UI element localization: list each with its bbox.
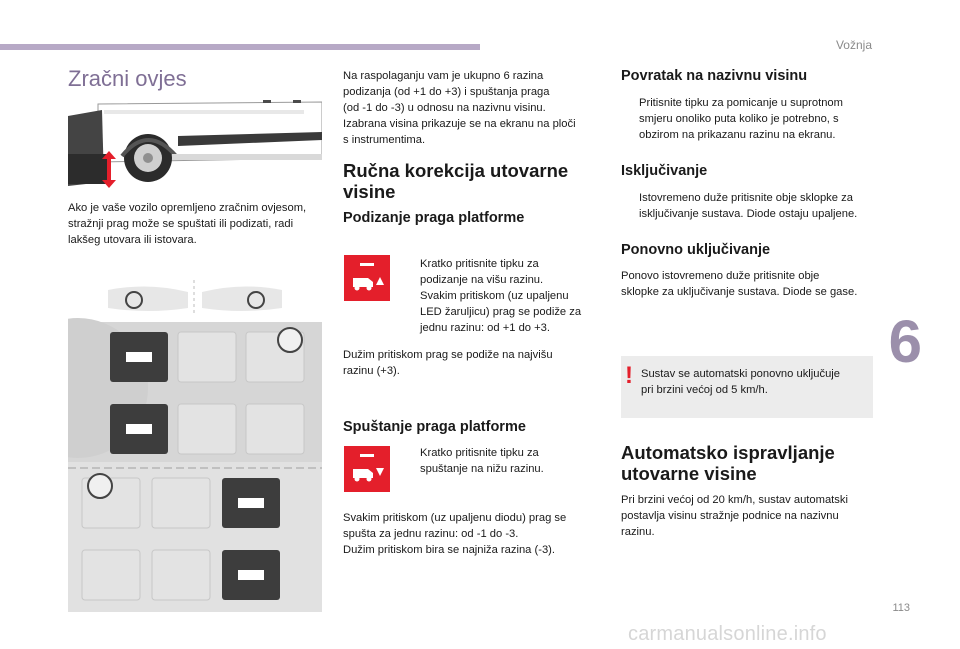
on-heading: Ponovno uključivanje: [621, 242, 771, 258]
van-rear-illustration: [68, 96, 322, 191]
lower-button-icon: [344, 446, 390, 492]
auto-correction-heading: Automatsko ispravljanje utovarne visine: [621, 442, 835, 484]
lower-bullet: Kratko pritisnite tipku za spuštanje na nižu razinu.: [420, 447, 544, 475]
raise-heading: Podizanje praga platforme: [343, 210, 525, 226]
dashboard-switches-illustration: [68, 278, 322, 612]
on-text: Ponovo istovremeno duže pritisnite obje sklopke za uključivanje sustava. Diode se gase.: [621, 270, 858, 298]
lower-heading: Spuštanje praga platforme: [343, 419, 526, 435]
intro-text: Ako je vaše vozilo opremljeno zračnim ovjesom, stražnji prag može se spuštati ili podizati, radi lakšeg utovara ili istovara.: [68, 202, 307, 246]
chapter-number: 6: [888, 308, 922, 375]
off-bullet: Istovremeno duže pritisnite obje sklopke za isključivanje sustava. Diode ostaju upaljene.: [639, 192, 858, 220]
raise-button-icon: [344, 255, 390, 301]
lower-detail-text: Svakim pritiskom (uz upaljenu diodu) prag se spušta za jednu razinu: od -1 do -3. Dužim pritiskom bira se najniža razina (-3).: [343, 512, 567, 556]
off-heading: Isključivanje: [621, 163, 708, 179]
return-bullet: Pritisnite tipku za pomicanje u suprotnom smjeru onoliko puta koliko je potrebno, s obzirom na prikazanu razinu na ekranu.: [639, 97, 843, 141]
auto-correction-text: Pri brzini većoj od 20 km/h, sustav automatski postavlja visinu stražnje podnice na nazivnu razinu.: [621, 494, 848, 538]
return-heading: Povratak na nazivnu visinu: [621, 68, 808, 84]
page-title: Zračni ovjes: [68, 66, 187, 91]
levels-intro: Na raspolaganju vam je ukupno 6 razina podizanja (od +1 do +3) i spuštanja praga (od -1 do -3) u odnosu na nazivnu visinu. Izabrana visina prikazuje se na ekranu na ploči s instrumentima.: [343, 70, 576, 146]
watermark: carmanualsonline.info: [628, 623, 827, 645]
warning-icon: !: [625, 362, 633, 389]
raise-bullet: Kratko pritisnite tipku za podizanje na višu razinu. Svakim pritiskom (uz upaljenu LED žaruljicu) prag se podiže za jednu razinu: od +1 do +3.: [420, 258, 582, 334]
header-bar: [0, 44, 480, 50]
note-text: Sustav se automatski ponovno uključuje pri brzini većoj od 5 km/h.: [641, 368, 841, 396]
page-number: 113: [892, 602, 910, 614]
manual-correction-heading: Ručna korekcija utovarne visine: [343, 160, 569, 202]
section-label: Vožnja: [835, 38, 872, 52]
raise-long-press-text: Dužim pritiskom prag se podiže na najvišu razinu (+3).: [343, 349, 553, 377]
